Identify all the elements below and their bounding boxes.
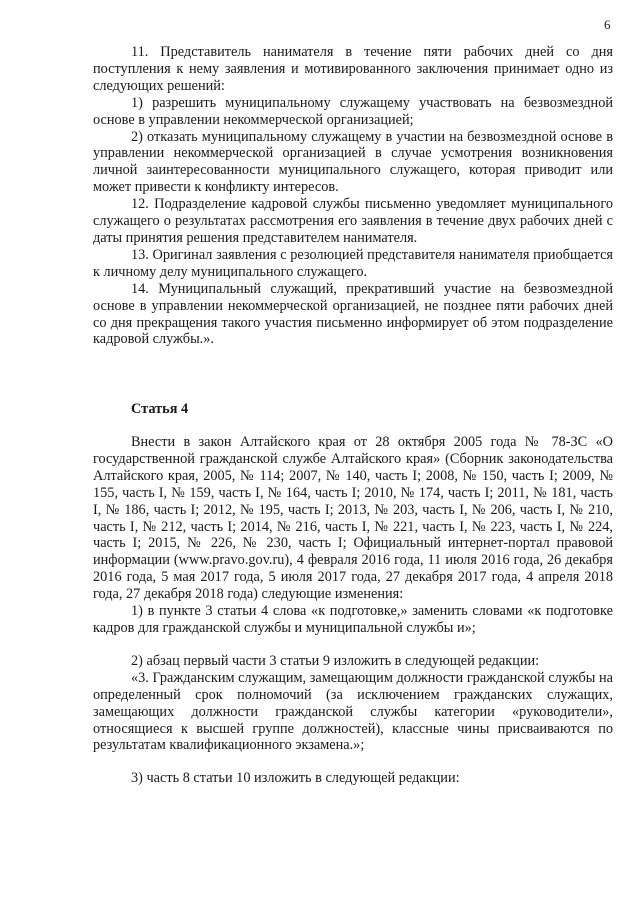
section-article-4-text: [93, 434, 613, 787]
amendment-item-2: 2) абзац первый части 3 статьи 9 изложить в следующей редакции:: [131, 652, 540, 669]
paragraph-11-option-1: 1) разрешить муниципальному служащему участвовать на безвозмездной основе в управлении некоммерческой организацией;: [93, 94, 613, 128]
section-procedure-text: [93, 44, 613, 348]
amendment-item-3: 3) часть 8 статьи 10 изложить в следующей редакции:: [131, 770, 460, 787]
paragraph-11-option-2: 2) отказать муниципальному служащему в участии на безвозмездной основе в управлении некоммерческой организацией в случае усмотрения возникновения личной заинтересованности муниципального служащего, которая приводит или может привести к конфликту интересов.: [93, 128, 613, 196]
paragraph-14: 14. Муниципальный служащий, прекративший участие на безвозмездной основе в управлении некоммерческой организацией, не позднее пяти рабочих дней со дня прекращения такого участия письменно информирует об этом подразделение кадровой службы.».: [93, 280, 613, 348]
article-heading: Статья 4: [131, 401, 189, 417]
paragraph-11: 11. Представитель нанимателя в течение пяти рабочих дней со дня поступления к нему заявления и мотивированного заключения принимает одно из следующих решений:: [93, 44, 613, 94]
amendment-item-1: 1) в пункте 3 статьи 4 слова «к подготовке,» заменить словами «к подготовке кадров для гражданской службы и муниципальной службы и»;: [93, 603, 613, 636]
page-number: 6: [604, 17, 611, 32]
paragraph-13: 13. Оригинал заявления с резолюцией представителя нанимателя приобщается к личному делу муниципального служащего.: [93, 246, 613, 280]
article-intro: Внести в закон Алтайского края от 28 октября 2005 года № 78-ЗС «О государственной гражданской службе Алтайского края» (Сборник законодательства Алтайского края, 2005, № 114; 2007, № 140, часть I; 2008, № 150, часть I; 2009, № 155, часть I, № 159, часть I, № 164, часть I; 2010, № 174, часть I; 2011, № 181, часть I, № 186, часть I; 2012, № 195, часть I; 2013, № 203, часть I, № 206, часть I, № 210, часть I, № 212, часть I; 2014, № 216, часть I, № 221, часть I, № 223, часть I, № 224, часть I; 2015, № 226, № 230, часть I; Официальный интернет-портал правовой информации (www.pravo.gov.ru), 4 февраля 2016 года, 11 июля 2016 года, 26 декабря 2016 года, 5 мая 2017 года, 5 июля 2017 года, 27 декабря 2017 года, 4 апреля 2018 года, 27 декабря 2018 года) следующие изменения:: [93, 434, 613, 603]
amendment-quote: «3. Гражданским служащим, замещающим должности гражданской службы на определенный срок полномочий (за исключением гражданских служащих, замещающих должности гражданской службы категории «руководители», относящиеся к высшей группе должностей), классные чины присваиваются по результатам квалификационного экзамена.»;: [93, 669, 613, 754]
paragraph-12: 12. Подразделение кадровой службы письменно уведомляет муниципального служащего о результатах рассмотрения его заявления в течение двух рабочих дней с даты принятия решения представителем нанимателя.: [93, 196, 613, 246]
